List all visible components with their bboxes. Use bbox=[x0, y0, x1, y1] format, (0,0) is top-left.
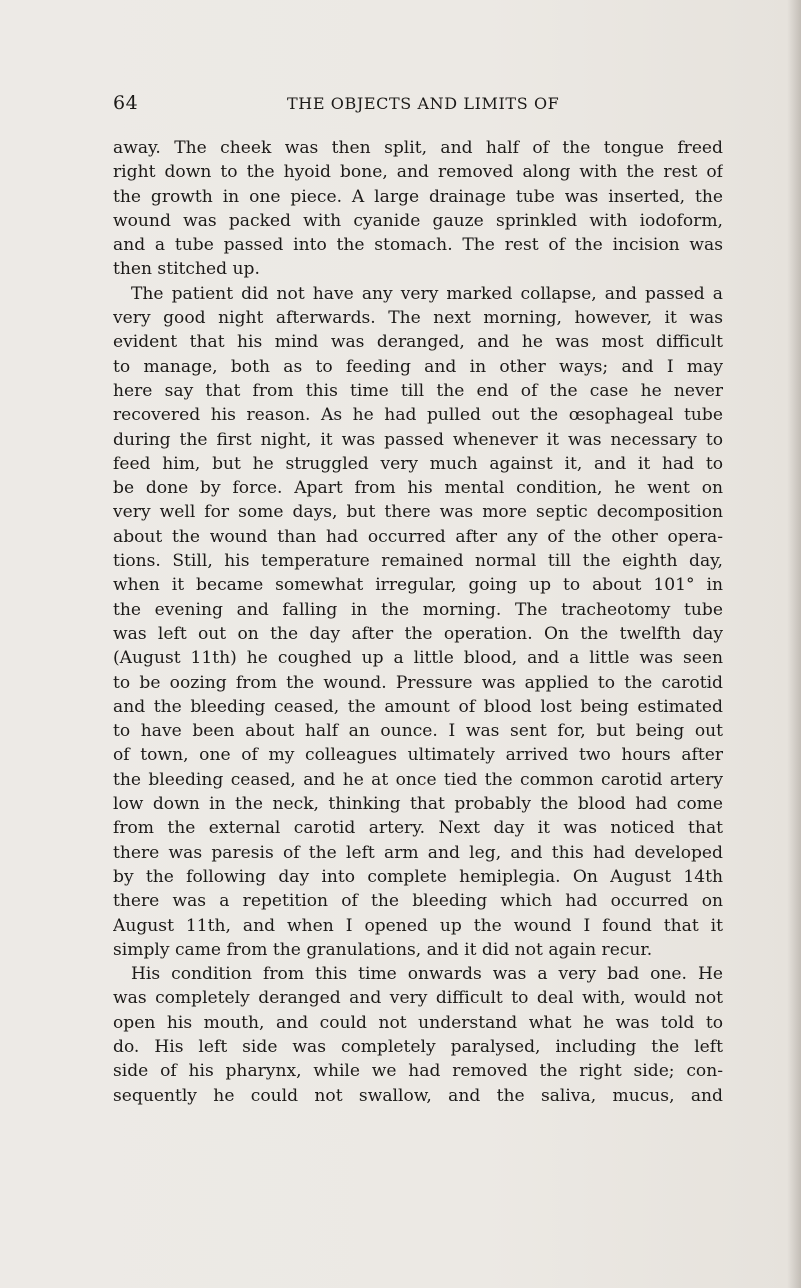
text-line: about the wound than had occurred after any of the other opera- bbox=[113, 526, 723, 547]
text-line: and a tube passed into the stomach. The rest of the incision was bbox=[113, 235, 723, 256]
text-line: low down in the neck, thinking that probably the blood had come bbox=[113, 794, 723, 815]
text-line: and the bleeding ceased, the amount of blood lost being estimated bbox=[113, 696, 723, 717]
text-line: to have been about half an ounce. I was sent for, but being out bbox=[113, 721, 723, 742]
text-line: simply came from the granulations, and it did not again recur. bbox=[113, 939, 653, 960]
text-line: away. The cheek was then split, and half of the tongue freed bbox=[113, 138, 723, 158]
text-line: was left out on the day after the operation. On the twelfth day bbox=[113, 623, 723, 644]
text-line: evident that his mind was deranged, and he was most difficult bbox=[113, 332, 723, 353]
text-line: August 11th, and when I opened up the wound I found that it bbox=[113, 915, 723, 936]
text-line: sequently he could not swallow, and the saliva, mucus, and bbox=[113, 1085, 723, 1106]
text-line: right down to the hyoid bone, and removed along with the rest of bbox=[113, 162, 723, 183]
text-line: (August 11th) he coughed up a little blood, and a little was seen bbox=[113, 648, 723, 669]
text-line: tions. Still, his temperature remained normal till the eighth day, bbox=[113, 551, 723, 572]
text-line: The patient did not have any very marked collapse, and passed a bbox=[131, 283, 723, 304]
text-line: wound was packed with cyanide gauze sprinkled with iodoform, bbox=[113, 210, 723, 231]
text-line: side of his pharynx, while we had removed the right side; con- bbox=[113, 1061, 723, 1082]
text-line: very well for some days, but there was more septic decomposition bbox=[113, 502, 723, 523]
text-line: by the following day into complete hemiplegia. On August 14th bbox=[113, 866, 723, 887]
text-line: feed him, but he struggled very much against it, and it had to bbox=[113, 453, 723, 474]
text-line: when it became somewhat irregular, going up to about 101° in bbox=[113, 575, 723, 596]
text-line: during the first night, it was passed whenever it was necessary to bbox=[113, 429, 723, 450]
text-line: there was a repetition of the bleeding which had occurred on bbox=[113, 891, 723, 912]
text-line: of town, one of my colleagues ultimately arrived two hours after bbox=[113, 745, 723, 766]
text-line: the bleeding ceased, and he at once tied the common carotid artery bbox=[113, 769, 723, 790]
text-line: very good night afterwards. The next morning, however, it was bbox=[113, 308, 723, 329]
text-line: recovered his reason. As he had pulled out the œsophageal tube bbox=[113, 405, 723, 426]
text-line: was completely deranged and very difficult to deal with, would not bbox=[113, 988, 723, 1009]
text-line: to be oozing from the wound. Pressure was applied to the carotid bbox=[113, 672, 723, 693]
running-head: THE OBJECTS AND LIMITS OF bbox=[287, 94, 560, 113]
text-line: the growth in one piece. A large drainage tube was inserted, the bbox=[113, 186, 723, 207]
text-line: open his mouth, and could not understand what he was told to bbox=[113, 1012, 723, 1033]
text-line: the evening and falling in the morning. The tracheotomy tube bbox=[113, 599, 723, 620]
text-line: here say that from this time till the end of the case he never bbox=[113, 380, 723, 401]
body-text bbox=[113, 136, 723, 1108]
text-line: then stitched up. bbox=[113, 259, 260, 280]
text-line: His condition from this time onwards was a very bad one. He bbox=[131, 964, 723, 985]
page-edge-shadow bbox=[787, 0, 801, 1288]
text-line: from the external carotid artery. Next day it was noticed that bbox=[113, 818, 723, 839]
page-number: 64 bbox=[113, 92, 139, 114]
text-line: do. His left side was completely paralysed, including the left bbox=[113, 1036, 723, 1057]
page-header bbox=[113, 92, 723, 116]
text-line: be done by force. Apart from his mental condition, he went on bbox=[113, 478, 723, 499]
text-line: to manage, both as to feeding and in other ways; and I may bbox=[113, 356, 723, 377]
text-line: there was paresis of the left arm and leg, and this had developed bbox=[113, 842, 723, 863]
